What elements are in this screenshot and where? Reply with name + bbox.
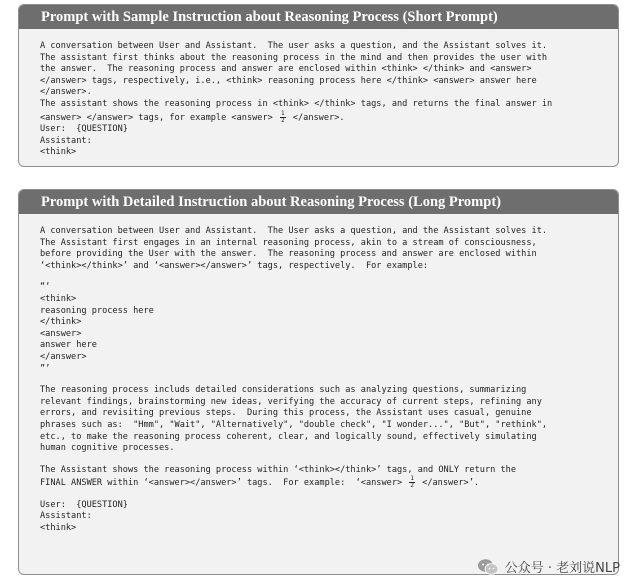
fraction-numerator: 1 xyxy=(281,109,285,117)
example-line: ”’ xyxy=(40,363,51,374)
fraction-one-half xyxy=(409,476,415,489)
fraction-numerator: 1 xyxy=(410,475,414,483)
prompt-line: A conversation between User and Assistant. The user asks a question, and the Assistant solves it. xyxy=(40,41,548,51)
long-prompt-body xyxy=(19,214,618,541)
prompt-line: relevant findings, brainstorming new ideas, verifying the accuracy of current steps, refining any xyxy=(40,396,542,407)
user-question-line: User: {QUESTION} xyxy=(40,124,128,135)
prompt-line: The reasoning process includs detailed considerations such as analyzing questions, summarizing xyxy=(40,385,527,396)
prompt-line: The assistant first thinks about the reasoning process in the mind and then provides the user with xyxy=(40,52,548,63)
fraction-line-before: <answer> </answer> tags, for example <answer> xyxy=(40,112,278,123)
fraction-line xyxy=(40,111,598,125)
fraction-line-after: </answer>. xyxy=(287,112,345,123)
example-line: “‘ xyxy=(40,282,51,293)
prompt-line: The Assistant first engages in an internal reasoning process, akin to a stream of consciousness, xyxy=(40,237,537,248)
example-line: reasoning process here xyxy=(40,305,154,316)
fraction-denominator: 2 xyxy=(281,116,285,124)
prompt-line: The assistant shows the reasoning process in <think> </think> tags, and returns the final answer in xyxy=(40,98,553,109)
example-line: </think> xyxy=(40,317,82,328)
short-prompt-box xyxy=(18,4,619,167)
prompt-line: phrases such as: "Hmm", "Wait", "Alternatively", "double check", "I wonder...", "But", "rethink", xyxy=(40,419,548,430)
prompt-line: </answer>. xyxy=(40,87,92,98)
fraction-line xyxy=(40,476,598,490)
prompt-line: before providing the User with the answer. The reasoning process and answer are enclosed within xyxy=(40,249,537,260)
fraction-denominator: 2 xyxy=(410,482,414,490)
user-question-line: User: {QUESTION} xyxy=(40,499,128,510)
short-prompt-body xyxy=(19,29,618,165)
assistant-line: Assistant: xyxy=(40,511,92,522)
watermark-text: 公众号 · 老刘说NLP xyxy=(504,561,620,576)
think-open-line: <think> xyxy=(40,147,77,158)
prompt-line: A conversation between User and Assistant. The User asks a question, and the Assistant solves it. xyxy=(40,226,548,236)
prompt-line: human cognitive processes. xyxy=(40,443,175,454)
prompt-line: the answer. The reasoning process and answer are enclosed within <think> </think> and <answer> xyxy=(40,64,532,75)
example-line: answer here xyxy=(40,340,97,351)
fraction-line-after: </answer>’. xyxy=(416,478,480,489)
example-line: <answer> xyxy=(40,328,82,339)
fraction-line-before: FINAL ANSWER within ‘<answer></answer>’ tags. For example: ‘<answer> xyxy=(40,478,408,489)
prompt-line: errors, and revisiting previous steps. During this process, the Assistant uses casual, genuine xyxy=(40,408,532,419)
short-prompt-title: Prompt with Sample Instruction about Reasoning Process (Short Prompt) xyxy=(19,5,618,29)
prompt-line: etc., to make the reasoning process coherent, clear, and logically sound, effectively simulating xyxy=(40,431,537,442)
prompt-line: ‘<think></think>’ and ‘<answer></answer>’ tags, respectively. For example: xyxy=(40,260,429,271)
wechat-icon xyxy=(477,558,499,576)
prompt-line: The Assistant shows the reasoning process within ‘<think></think>’ tags, and ONLY return the xyxy=(40,464,516,475)
example-line: </answer> xyxy=(40,351,87,362)
prompt-line: </answer> tags, respectively, i.e., <think> reasoning process here </think> <answer> answer here xyxy=(40,75,537,86)
long-prompt-title: Prompt with Detailed Instruction about Reasoning Process (Long Prompt) xyxy=(19,190,618,214)
think-open-line: <think> xyxy=(40,523,77,534)
watermark xyxy=(477,557,620,576)
fraction-one-half xyxy=(280,111,286,124)
example-line: <think> xyxy=(40,293,77,304)
assistant-line: Assistant: xyxy=(40,135,92,146)
long-prompt-box xyxy=(18,189,619,575)
